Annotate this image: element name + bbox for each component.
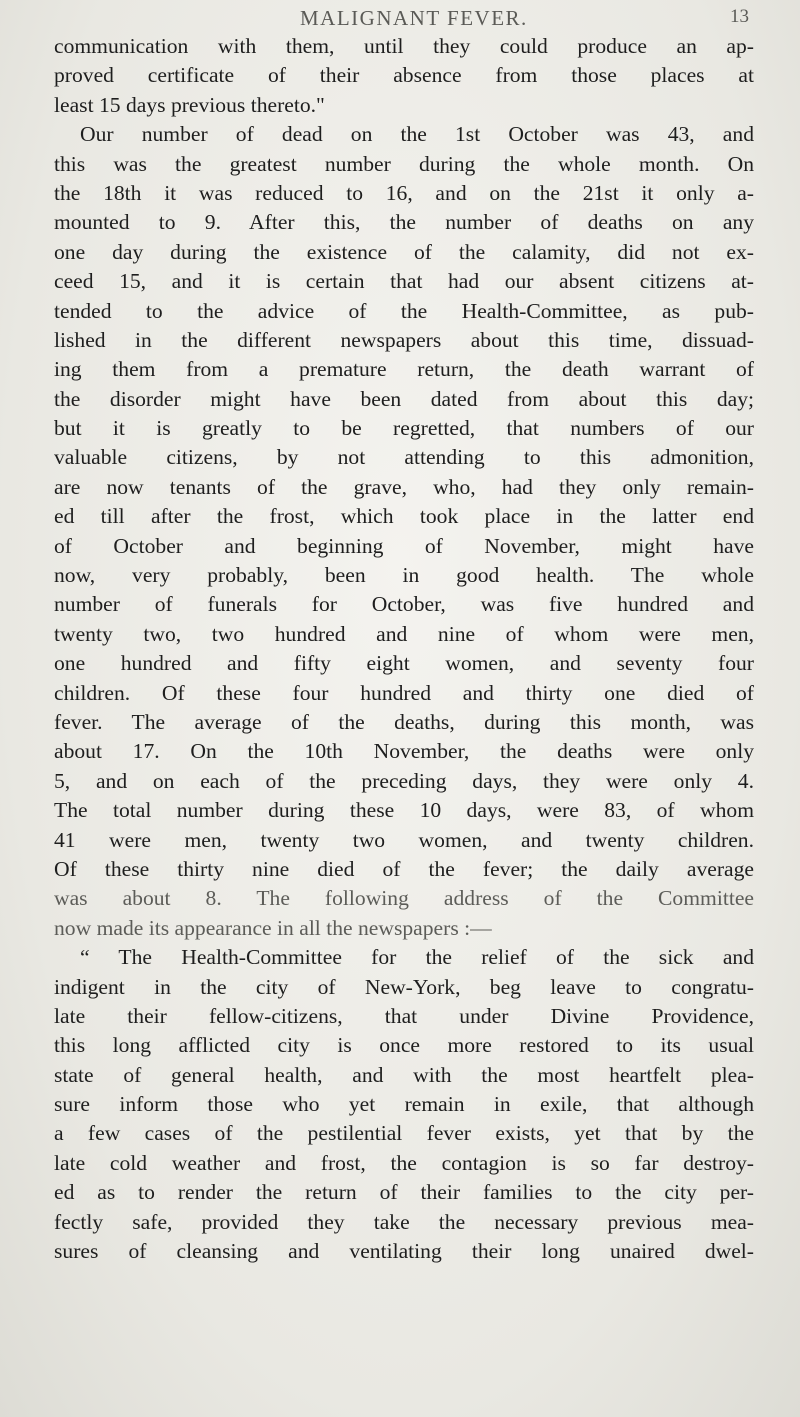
text-line: sures of cleansing and ventilating their long unaired dwel- bbox=[54, 1239, 754, 1264]
text-line: ed till after the frost, which took place in the latter end bbox=[54, 504, 754, 529]
body-text bbox=[54, 32, 754, 1266]
text-line: late cold weather and frost, the contagion is so far destroy- bbox=[54, 1150, 754, 1175]
text-line: number of funerals for October, was five hundred and bbox=[54, 592, 754, 617]
text-line: least 15 days previous thereto." bbox=[54, 92, 325, 117]
text-line: 41 were men, twenty two women, and twenty children. bbox=[54, 827, 754, 852]
text-line: fever. The average of the deaths, during this month, was bbox=[54, 709, 754, 734]
text-line: this was the greatest number during the whole month. On bbox=[54, 151, 754, 176]
running-head: MALIGNANT FEVER. bbox=[300, 6, 528, 30]
text-line: fectly safe, provided they take the necessary previous mea- bbox=[54, 1209, 754, 1234]
text-line: state of general health, and with the most heartfelt plea- bbox=[54, 1062, 754, 1087]
page-number: 13 bbox=[730, 6, 749, 27]
text-line: valuable citizens, by not attending to this admonition, bbox=[54, 445, 754, 470]
text-line: about 17. On the 10th November, the deaths were only bbox=[54, 739, 754, 764]
text-line: this long afflicted city is once more restored to its usual bbox=[54, 1033, 754, 1058]
text-line: communication with them, until they could produce an ap- bbox=[54, 34, 754, 58]
text-line: now, very probably, been in good health. The whole bbox=[54, 563, 754, 588]
text-line: of October and beginning of November, might have bbox=[54, 533, 754, 558]
text-line: The total number during these 10 days, were 83, of whom bbox=[54, 798, 754, 823]
text-line: now made its appearance in all the newspapers :— bbox=[54, 915, 492, 940]
text-line: mounted to 9. After this, the number of deaths on any bbox=[54, 210, 754, 235]
text-line: Of these thirty nine died of the fever; the daily average bbox=[54, 856, 754, 881]
text-line: tended to the advice of the Health-Committee, as pub- bbox=[54, 298, 754, 323]
text-line: a few cases of the pestilential fever exists, yet that by the bbox=[54, 1121, 754, 1146]
text-line: 5, and on each of the preceding days, they were only 4. bbox=[54, 768, 754, 793]
text-line: ceed 15, and it is certain that had our absent citizens at- bbox=[54, 269, 754, 294]
text-line: one hundred and fifty eight women, and seventy four bbox=[54, 651, 754, 676]
text-line: proved certificate of their absence from those places at bbox=[54, 63, 754, 88]
text-line: are now tenants of the grave, who, had they only remain- bbox=[54, 474, 754, 499]
paragraph-start: Our number of dead on the 1st October was 43, and bbox=[80, 122, 754, 147]
text-line: indigent in the city of New-York, beg leave to congratu- bbox=[54, 974, 754, 999]
text-line: was about 8. The following address of the Committee bbox=[54, 886, 754, 911]
text-line: the 18th it was reduced to 16, and on the 21st it only a- bbox=[54, 180, 754, 205]
text-line: late their fellow-citizens, that under Divine Providence, bbox=[54, 1003, 754, 1028]
text-line: one day during the existence of the calamity, did not ex- bbox=[54, 239, 754, 264]
text-line: sure inform those who yet remain in exile, that although bbox=[54, 1092, 754, 1117]
text-line: children. Of these four hundred and thirty one died of bbox=[54, 680, 754, 705]
text-line: ed as to render the return of their families to the city per- bbox=[54, 1180, 754, 1205]
text-line: the disorder might have been dated from about this day; bbox=[54, 386, 754, 411]
quoted-address-start: “ The Health-Committee for the relief of the sick and bbox=[80, 945, 754, 970]
text-line: lished in the different newspapers about this time, dissuad- bbox=[54, 327, 754, 352]
text-line: ing them from a premature return, the death warrant of bbox=[54, 357, 754, 382]
text-line: but it is greatly to be regretted, that numbers of our bbox=[54, 416, 754, 441]
text-line: twenty two, two hundred and nine of whom were men, bbox=[54, 621, 754, 646]
